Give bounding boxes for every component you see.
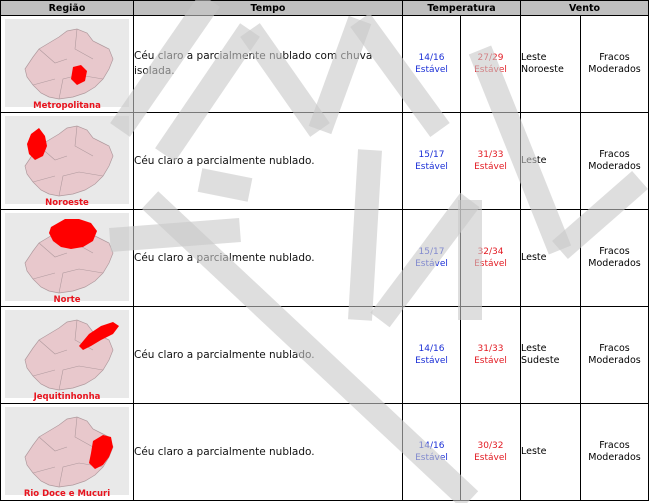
- wind-speed-line: Fracos: [599, 52, 630, 63]
- temp-min: [403, 404, 461, 501]
- wind-direction: [521, 404, 581, 501]
- wind-speed: [581, 210, 649, 307]
- region-map-cell: [1, 16, 134, 113]
- tempo-text: Céu claro a parcialmente nublado.: [134, 307, 403, 404]
- temp-max: [461, 210, 521, 307]
- temp-max-trend: Estável: [474, 259, 507, 269]
- wind-speed-line: Fracos: [599, 343, 630, 354]
- temp-min: [403, 113, 461, 210]
- wind-speed-line: Moderados: [588, 355, 641, 366]
- region-map-cell: [1, 210, 134, 307]
- table-row: [1, 210, 649, 307]
- temp-max-value: 32/34: [477, 247, 504, 257]
- temp-max: [461, 404, 521, 501]
- wind-speed-line: Moderados: [588, 161, 641, 172]
- temp-min: [403, 307, 461, 404]
- temp-max-trend: Estável: [474, 453, 507, 463]
- wind-direction: [521, 307, 581, 404]
- tempo-text: Céu claro a parcialmente nublado.: [134, 404, 403, 501]
- temp-max: [461, 307, 521, 404]
- region-map: [5, 213, 129, 301]
- tempo-text: Céu claro a parcialmente nublado.: [134, 113, 403, 210]
- tempo-text: Céu claro a parcialmente nublado.: [134, 210, 403, 307]
- wind-direction: [521, 16, 581, 113]
- temp-max-trend: Estável: [474, 356, 507, 366]
- wind-direction-line: Noroeste: [521, 64, 564, 75]
- table-row: [1, 307, 649, 404]
- wind-speed: [581, 404, 649, 501]
- table-row: [1, 404, 649, 501]
- temp-min-value: 15/17: [418, 150, 445, 160]
- temp-max: [461, 113, 521, 210]
- temp-max-trend: Estável: [474, 65, 507, 75]
- header-regiao: Região: [1, 1, 134, 16]
- wind-direction: [521, 210, 581, 307]
- region-map-cell: [1, 113, 134, 210]
- region-label: Metropolitana: [33, 101, 101, 111]
- temp-max: [461, 16, 521, 113]
- region-map-cell: [1, 404, 134, 501]
- temp-min-trend: Estável: [415, 453, 448, 463]
- wind-speed-line: Fracos: [599, 149, 630, 160]
- tempo-text: Céu claro a parcialmente nublado com chuva isolada.: [134, 16, 403, 113]
- temp-max-value: 30/32: [477, 441, 504, 451]
- table-row: [1, 16, 649, 113]
- header-vento: Vento: [521, 1, 649, 16]
- temp-min: [403, 210, 461, 307]
- temp-min-value: 14/16: [418, 344, 445, 354]
- region-label: Jequitinhonha: [33, 392, 101, 402]
- header-row: [1, 1, 649, 16]
- table-row: [1, 113, 649, 210]
- temp-min-value: 15/17: [418, 247, 445, 257]
- wind-direction-line: Leste: [521, 52, 547, 63]
- wind-direction-line: Leste: [521, 155, 547, 166]
- temp-min-trend: Estável: [415, 162, 448, 172]
- header-tempo: Tempo: [134, 1, 403, 16]
- wind-speed: [581, 16, 649, 113]
- temp-max-trend: Estável: [474, 162, 507, 172]
- wind-direction: [521, 113, 581, 210]
- wind-direction-line: Leste: [521, 446, 547, 457]
- wind-direction-line: Leste: [521, 252, 547, 263]
- wind-speed: [581, 307, 649, 404]
- wind-speed-line: Moderados: [588, 64, 641, 75]
- region-label: Noroeste: [45, 198, 89, 208]
- region-map: [5, 407, 129, 495]
- temp-min-value: 14/16: [418, 53, 445, 63]
- region-map: [5, 19, 129, 107]
- temp-min-trend: Estável: [415, 65, 448, 75]
- temp-min-trend: Estável: [415, 259, 448, 269]
- temp-max-value: 27/29: [477, 53, 504, 63]
- wind-speed-line: Fracos: [599, 246, 630, 257]
- temp-max-value: 31/33: [477, 344, 504, 354]
- wind-speed: [581, 113, 649, 210]
- region-label: Norte: [53, 295, 81, 305]
- temp-max-value: 31/33: [477, 150, 504, 160]
- temp-min: [403, 16, 461, 113]
- region-map: [5, 310, 129, 398]
- region-label: Rio Doce e Mucuri: [23, 489, 111, 499]
- wind-speed-line: Moderados: [588, 258, 641, 269]
- header-temperatura: Temperatura: [403, 1, 521, 16]
- wind-speed-line: Fracos: [599, 440, 630, 451]
- temp-min-value: 14/16: [418, 441, 445, 451]
- region-map: [5, 116, 129, 204]
- wind-speed-line: Moderados: [588, 452, 641, 463]
- wind-direction-line: Sudeste: [521, 355, 560, 366]
- temp-min-trend: Estável: [415, 356, 448, 366]
- region-map-cell: [1, 307, 134, 404]
- wind-direction-line: Leste: [521, 343, 547, 354]
